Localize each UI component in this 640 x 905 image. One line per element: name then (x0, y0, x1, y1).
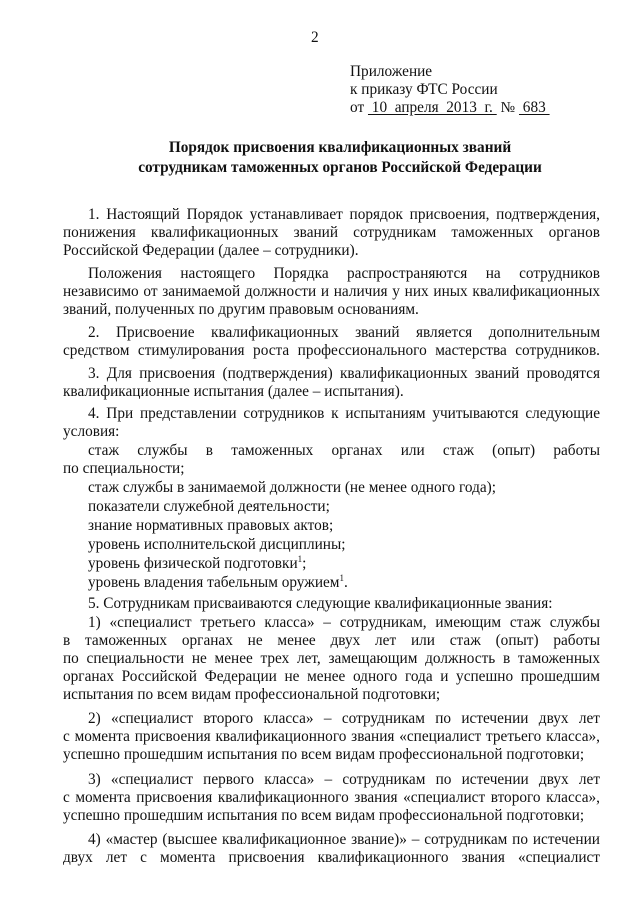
header-line-appendix: Приложение (350, 63, 433, 80)
order-date: 10 апреля 2013 г. (367, 99, 497, 116)
footnote-mark: 1 (339, 572, 344, 583)
body-line-text: 5. Сотрудникам присваиваются следующие квалификационные звания: (88, 595, 553, 612)
body-line (63, 789, 600, 807)
body-line-text: знание нормативных правовых актов; (88, 517, 334, 534)
body-line (88, 710, 600, 728)
body-line (88, 517, 600, 535)
body-line (63, 283, 600, 301)
body-line (63, 807, 600, 825)
body-line (63, 423, 600, 441)
body-line (63, 668, 600, 686)
body-line (63, 301, 600, 319)
body-line (88, 442, 600, 460)
body-line-text: с момента присвоения квалификационного звания «специалист третьего класса», (63, 728, 600, 745)
body-line (88, 405, 600, 423)
body-line-text: показатели служебной деятельности; (88, 498, 330, 515)
body-line (63, 224, 600, 242)
body-line (88, 771, 600, 789)
body-line-text: с момента присвоения квалификационного звания «специалист второго класса», (63, 789, 600, 806)
body-line (88, 265, 600, 283)
body-line-text: понижения квалификационных званий сотрудникам таможенных органов (63, 224, 600, 241)
body-line-text: по специальности не менее трех лет, замещающим должность в таможенных (63, 650, 600, 667)
body-line-text: в таможенных органах не менее двух лет или стаж (опыт) работы (63, 632, 600, 649)
body-line (88, 206, 600, 224)
page-number: 2 (311, 29, 319, 46)
body-line-text: 4) «мастер (высшее квалификационное звание)» – сотрудникам по истечении (88, 831, 600, 848)
body-line-text: двух лет с момента присвоения квалификационного звания «специалист (63, 849, 600, 866)
body-line-text: 1. Настоящий Порядок устанавливает порядок присвоения, подтверждения, (88, 206, 600, 223)
body-line (63, 686, 600, 704)
body-line-text: 4. При представлении сотрудников к испытаниям учитываются следующие (88, 405, 600, 422)
order-number: 683 (518, 99, 550, 116)
header-line-order: к приказу ФТС России (350, 81, 498, 98)
body-line (63, 242, 600, 260)
body-line-text: успешно прошедшим испытания по всем видам профессиональной подготовки; (63, 746, 585, 763)
body-line (88, 595, 600, 613)
line-punctuation: . (343, 574, 348, 591)
body-line-text: независимо от занимаемой должности и наличия у них иных квалификационных (63, 283, 600, 300)
date-prefix: от (350, 99, 365, 116)
body-line-text: Положения настоящего Порядка распространяются на сотрудников (88, 265, 600, 282)
body-line-text: уровень владения табельным оружием (88, 574, 340, 591)
body-line-text: квалификационные испытания (далее – испытания). (63, 383, 404, 400)
body-line-text: уровень физической подготовки (88, 555, 298, 572)
body-line-text: 2) «специалист второго класса» – сотрудникам по истечении двух лет (88, 710, 600, 727)
body-line (63, 342, 600, 360)
document-title-line-2: сотрудникам таможенных органов Российской Федерации (138, 159, 542, 176)
header-line-date (350, 99, 550, 117)
body-line (88, 831, 600, 849)
body-line-text: 3) «специалист первого класса» – сотрудникам по истечении двух лет (88, 771, 600, 788)
body-line-text: средством стимулирования роста профессионального мастерства сотрудников. (63, 342, 600, 359)
footnote-mark: 1 (297, 553, 303, 564)
body-line (88, 324, 600, 342)
body-line (63, 650, 600, 668)
body-line (88, 536, 600, 554)
body-line (63, 728, 600, 746)
body-line (88, 498, 600, 516)
body-line-text: уровень исполнительской дисциплины; (88, 536, 346, 553)
body-line (88, 614, 600, 632)
body-line-text: органах Российской Федерации не менее одного года и успешно прошедшим (63, 668, 600, 685)
body-line (63, 632, 600, 650)
body-line-text: по специальности; (63, 460, 185, 477)
body-line (63, 460, 600, 478)
body-line-text: Российской Федерации (далее – сотрудники). (63, 242, 359, 259)
line-punctuation: ; (302, 555, 307, 572)
body-line (63, 746, 600, 764)
body-line (88, 365, 600, 383)
body-line (88, 555, 600, 573)
body-line-text: стаж службы в занимаемой должности (не менее одного года); (88, 479, 497, 496)
body-line (88, 574, 600, 592)
body-line-text: успешно прошедшим испытания по всем видам профессиональной подготовки; (63, 807, 585, 824)
body-line-text: званий, полученных по другим правовым основаниям. (63, 301, 419, 318)
body-line-text: 3. Для присвоения (подтверждения) квалификационных званий проводятся (88, 365, 600, 382)
body-line (88, 479, 600, 497)
number-sign: № (500, 99, 516, 116)
body-line-text: испытания по всем видам профессиональной подготовки; (63, 686, 441, 703)
body-line (63, 849, 600, 867)
body-line-text: стаж службы в таможенных органах или стаж (опыт) работы (88, 442, 600, 459)
body-line (63, 383, 600, 401)
body-line-text: условия: (63, 423, 120, 440)
document-title-line-1: Порядок присвоения квалификационных званий (168, 139, 512, 156)
body-line-text: 2. Присвоение квалификационных званий является дополнительным (88, 324, 600, 341)
body-line-text: 1) «специалист третьего класса» – сотрудникам, имеющим стаж службы (88, 614, 600, 631)
